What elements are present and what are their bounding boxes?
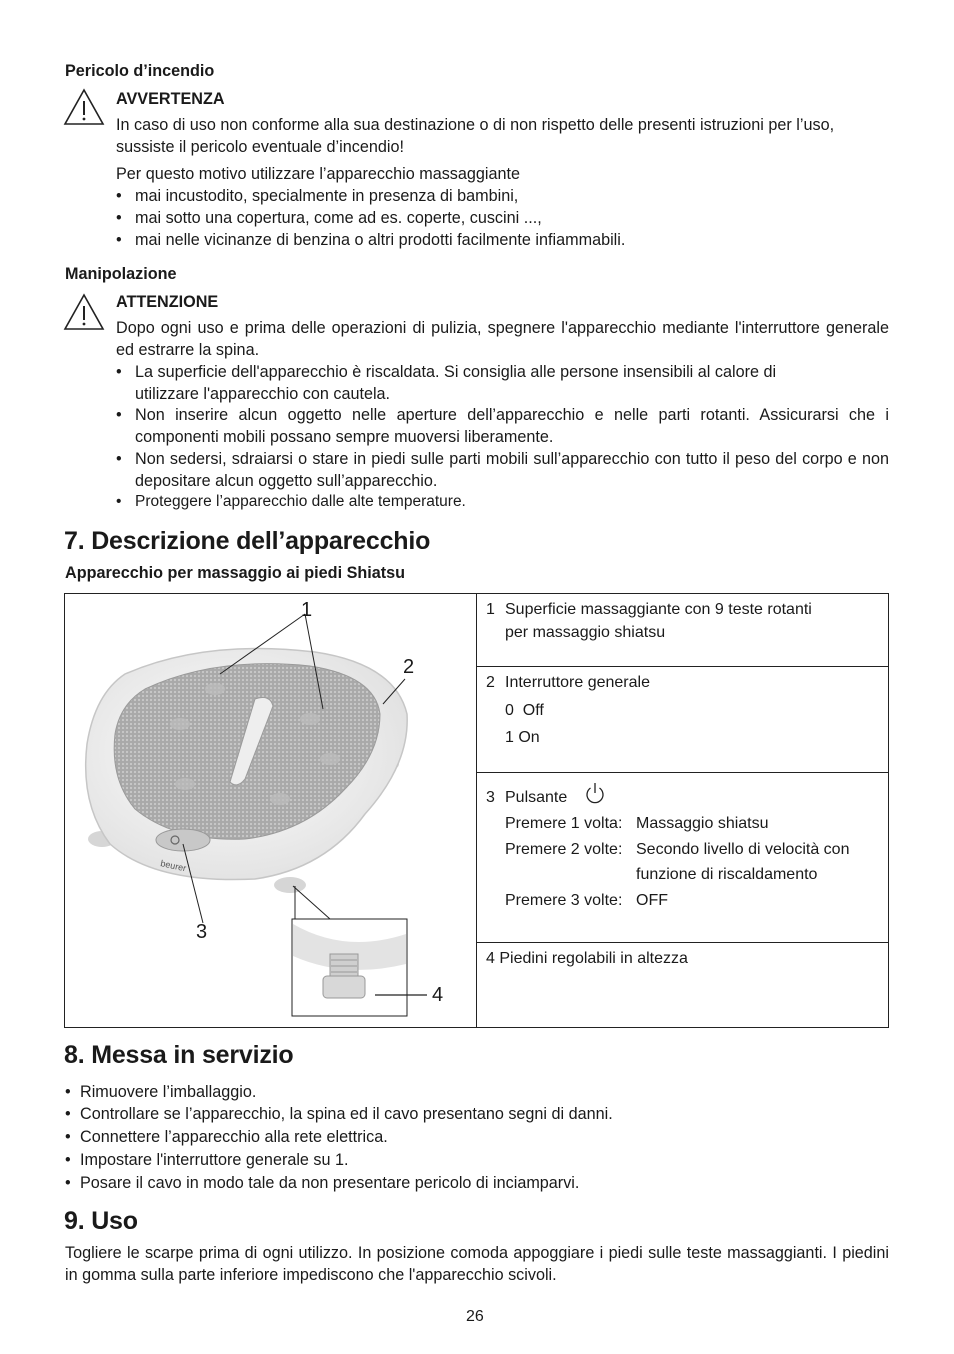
list-item: • Connettere l’apparecchio alla rete elettrica. [65,1128,388,1146]
warning-triangle-icon [63,88,105,126]
row-2-text: Interruttore generale [505,674,650,691]
list-item: • Rimuovere l’imballaggio. [65,1083,257,1101]
row-1-text-2: per massaggio shiatsu [505,624,666,641]
fire-intro: Per questo motivo utilizzare l’apparecchio massaggiante [116,165,520,183]
list-item: • mai incustodito, specialmente in presenza di bambini, [116,187,519,205]
row-2-on: 1 On [505,729,540,746]
section-9-title: 9. Uso [64,1207,138,1235]
list-item: • mai nelle vicinanze di benzina o altri prodotti facilmente infiammabili. [116,231,626,249]
handling-text: Dopo ogni uso e prima delle operazioni di pulizia, spegnere l'apparecchio mediante l'interruttore generale ed estrarre la spina. [116,319,889,359]
warning-triangle-icon [63,293,105,331]
list-item: • La superficie dell'apparecchio è riscaldata. Si consiglia alle persone insensibili al calore di utilizzare l'apparecchio con cautela. [116,363,777,403]
row-3-press-2-value-2: funzione di riscaldamento [636,866,818,883]
power-icon [584,781,606,805]
foot-massager-illustration [65,594,476,1027]
callout-3: 3 [196,921,208,943]
list-item: • Impostare l'interruttore generale su 1. [65,1151,349,1169]
handling-warning-title: ATTENZIONE [116,293,219,311]
list-item: • Posare il cavo in modo tale da non presentare pericolo di inciamparvi. [65,1174,580,1192]
callout-1: 1 [301,599,313,621]
row-3-press-2-label: Premere 2 volte: [505,841,623,858]
fire-heading: Pericolo d’incendio [65,62,215,80]
fire-warning-text: In caso di uso non conforme alla sua destinazione o di non rispetto delle presenti istruzioni per l’uso, sussiste il pericolo eventuale d’incendio! [116,116,835,156]
row-3-press-3-label: Premere 3 volte: [505,892,623,909]
row-3-press-1-label: Premere 1 volta: [505,815,623,832]
row-1-number: 1 [486,601,495,618]
row-3-text: Pulsante [505,789,568,806]
row-3-number: 3 [486,789,495,806]
row-3-press-2-value: Secondo livello di velocità con [636,841,850,858]
list-item: • Proteggere l’apparecchio dalle alte temperature. [116,493,466,510]
row-2-off: 0 Off [505,702,544,719]
section-7-subtitle: Apparecchio per massaggio ai piedi Shiatsu [65,564,406,582]
section-9-text: Togliere le scarpe prima di ogni utilizzo. In posizione comoda appoggiare i piedi sulle teste massaggianti. I piedini in gomma sulla parte inferiore impediscono che l'apparecchio scivoli. [65,1244,889,1284]
list-item: • mai sotto una copertura, come ad es. coperte, cuscini ..., [116,209,542,227]
section-7-title: 7. Descrizione dell’apparecchio [64,527,431,555]
brand-logo: beurer [159,858,188,874]
row-3-press-1-value: Massaggio shiatsu [636,815,769,832]
callout-4: 4 [432,984,444,1006]
row-3-press-3-value: OFF [636,892,668,909]
row-1-text: Superficie massaggiante con 9 teste rotanti [505,601,812,618]
fire-warning-title: AVVERTENZA [116,90,225,108]
handling-heading: Manipolazione [65,265,177,283]
list-item: • Non inserire alcun oggetto nelle aperture dell’apparecchio e nelle parti rotanti. Assicurarsi che i componenti mobili possano sempre muoversi liberamente. [116,406,889,446]
callout-2: 2 [403,656,415,678]
list-item: • Controllare se l’apparecchio, la spina ed il cavo presentano segni di danni. [65,1105,613,1123]
page-number: 26 [466,1308,484,1325]
row-2-number: 2 [486,674,495,691]
list-item: • Non sedersi, sdraiarsi o stare in piedi sulle parti mobili sull’apparecchio con tutto il peso del corpo e non depositare alcun oggetto sull’apparecchio. [116,450,889,490]
row-4-text: 4 Piedini regolabili in altezza [486,950,688,967]
section-8-title: 8. Messa in servizio [64,1041,294,1069]
